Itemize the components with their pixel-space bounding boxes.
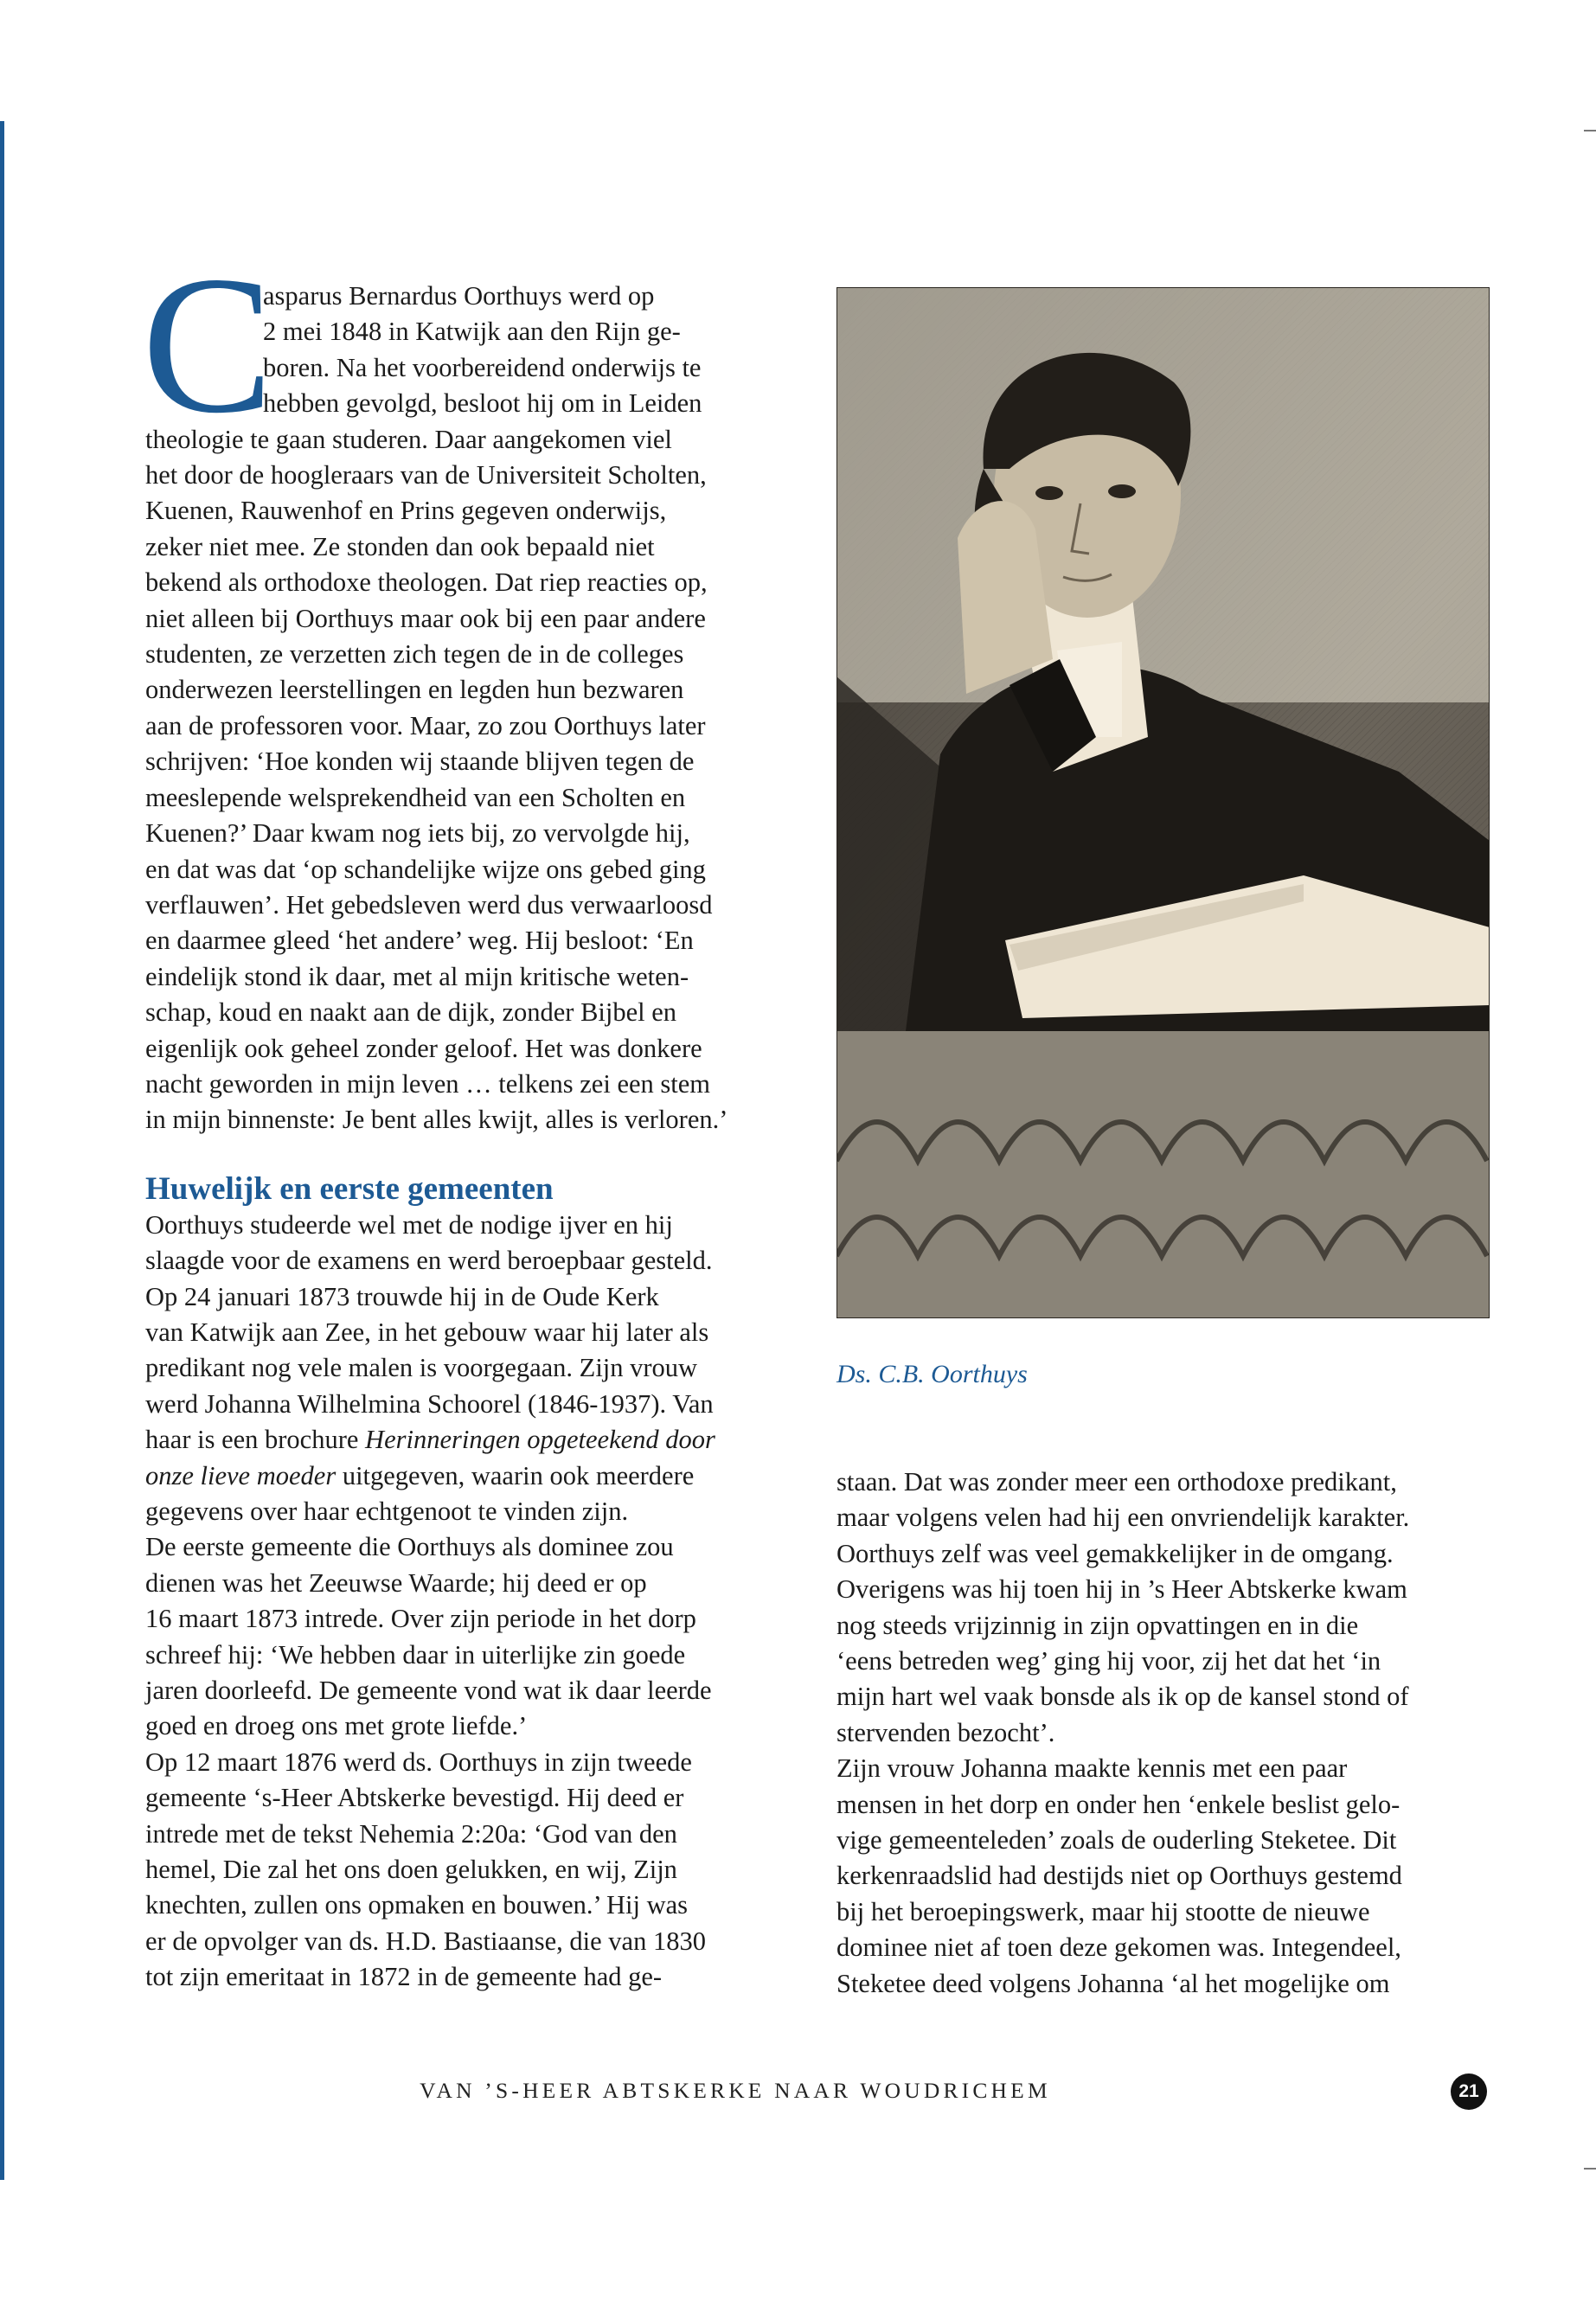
intro-paragraph bbox=[142, 236, 794, 1138]
running-footer: VAN ’S-HEER ABTSKERKE NAAR WOUDRICHEM bbox=[420, 2078, 1051, 2103]
text-line: Op 24 januari 1873 trouwde hij in de Oude Kerk bbox=[145, 1281, 659, 1311]
text-line: Oorthuys zelf was veel gemakkelijker in de omgang. bbox=[836, 1538, 1394, 1568]
text-line: bij het beroepingswerk, maar hij stootte de nieuwe bbox=[836, 1896, 1370, 1926]
text-line: intrede met de tekst Nehemia 2:20a: ‘God van den bbox=[145, 1818, 677, 1849]
text-line: schrijven: ‘Hoe konden wij staande blijven tegen de bbox=[145, 747, 695, 777]
text-line: 2 mei 1848 in Katwijk aan den Rijn ge- bbox=[263, 317, 681, 347]
text-line: maar volgens velen had hij een onvriendelijk karakter. bbox=[836, 1503, 1410, 1533]
crop-mark-top bbox=[1584, 130, 1596, 131]
text-line: Steketee deed volgens Johanna ‘al het mogelijke om bbox=[836, 1968, 1390, 1998]
photo-caption: Ds. C.B. Oorthuys bbox=[836, 1360, 1028, 1388]
text-line: zeker niet mee. Ze stonden dan ook bepaald niet bbox=[145, 531, 655, 561]
text-line: schreef hij: ‘We hebben daar in uiterlijke zin goede bbox=[145, 1639, 686, 1670]
left-edge-bar bbox=[0, 121, 4, 2180]
text-line: gemeente ‘s-Heer Abtskerke bevestigd. Hij deed er bbox=[145, 1783, 684, 1813]
crop-mark-bottom bbox=[1584, 2168, 1596, 2170]
brochure-title-cont: onze lieve moeder bbox=[145, 1460, 337, 1490]
section-heading: Huwelijk en eerste gemeenten bbox=[145, 1170, 554, 1207]
text-line: Op 12 maart 1876 werd ds. Oorthuys in zijn tweede bbox=[145, 1747, 692, 1777]
text-line: en daarmee gleed ‘het andere’ weg. Hij besloot: ‘En bbox=[145, 926, 694, 956]
text-line: bekend als orthodoxe theologen. Dat riep reacties op, bbox=[145, 567, 708, 598]
text-line: gegevens over haar echtgenoot te vinden zijn. bbox=[145, 1497, 629, 1526]
text-line: en dat was dat ‘op schandelijke wijze ons gebed ging bbox=[145, 854, 706, 884]
text-line: hemel, Die zal het ons doen gelukken, en wij, Zijn bbox=[145, 1855, 677, 1885]
text-line: slaagde voor de examens en werd beroepbaar gesteld. bbox=[145, 1246, 713, 1276]
text-line: mijn hart wel vaak bonsde als ik op de kansel stond of bbox=[836, 1682, 1409, 1712]
text-line: goed en droeg ons met grote liefde.’ bbox=[145, 1711, 528, 1741]
text-line: van Katwijk aan Zee, in het gebouw waar hij later als bbox=[145, 1317, 709, 1347]
text-line: werd Johanna Wilhelmina Schoorel (1846-1937). Van bbox=[145, 1388, 714, 1419]
portrait-illustration bbox=[836, 287, 1490, 1318]
text-line: nog steeds vrijzinnig in zijn opvattingen en in die bbox=[836, 1610, 1359, 1640]
text-line: kerkenraadslid had destijds niet op Oorthuys gestemd bbox=[836, 1861, 1402, 1891]
text-line: hebben gevolgd, besloot hij om in Leiden bbox=[263, 388, 702, 419]
brochure-title: Herinneringen opgeteekend door bbox=[365, 1425, 715, 1455]
text-line: in mijn binnenste: Je bent alles kwijt, alles is verloren.’ bbox=[145, 1105, 728, 1135]
text-line: boren. Na het voorbereidend onderwijs te bbox=[263, 352, 702, 382]
page-number-badge: 21 bbox=[1451, 2073, 1487, 2110]
text-line: asparus Bernardus Oorthuys werd op bbox=[263, 281, 655, 311]
text-line: Kuenen?’ Daar kwam nog iets bij, zo vervolgde hij, bbox=[145, 818, 690, 849]
text-line: theologie te gaan studeren. Daar aangekomen viel bbox=[145, 424, 672, 454]
drop-cap: C bbox=[142, 236, 274, 454]
text-line: Oorthuys studeerde wel met de nodige ijver en hij bbox=[145, 1209, 673, 1240]
article-right-column bbox=[836, 1465, 1490, 2002]
text-line: niet alleen bij Oorthuys maar ook bij een paar andere bbox=[145, 603, 706, 633]
text-line: Zijn vrouw Johanna maakte kennis met een paar bbox=[836, 1753, 1348, 1784]
text-line: ‘eens betreden weg’ ging hij voor, zij het dat het ‘in bbox=[836, 1646, 1381, 1676]
text-line: Overigens was hij toen hij in ’s Heer Abtskerke kwam bbox=[836, 1574, 1407, 1605]
text-line: verflauwen’. Het gebedsleven werd dus verwaarloosd bbox=[145, 889, 713, 920]
text-line: jaren doorleefd. De gemeente vond wat ik daar leerde bbox=[145, 1676, 712, 1706]
text-line: aan de professoren voor. Maar, zo zou Oorthuys later bbox=[145, 710, 706, 740]
section-paragraph-b bbox=[145, 1494, 794, 1996]
text-line: er de opvolger van ds. H.D. Bastiaanse, die van 1830 bbox=[145, 1926, 706, 1956]
text-line: stervenden bezocht’. bbox=[836, 1717, 1055, 1747]
text-line: predikant nog vele malen is voorgegaan. Zijn vrouw bbox=[145, 1353, 698, 1383]
text-line: Kuenen, Rauwenhof en Prins gegeven onderwijs, bbox=[145, 496, 667, 526]
text-line: onderwezen leerstellingen en legden hun bezwaren bbox=[145, 675, 684, 705]
text-line: meeslepende welsprekendheid van een Scholten en bbox=[145, 782, 686, 812]
article-left-column bbox=[142, 236, 794, 1996]
portrait-photo bbox=[836, 287, 1490, 1318]
text-line: vige gemeenteleden’ zoals de ouderling Steketee. Dit bbox=[836, 1825, 1397, 1856]
text-line: dienen was het Zeeuwse Waarde; hij deed er op bbox=[145, 1567, 647, 1598]
text-line: eindelijk stond ik daar, met al mijn kritische weten- bbox=[145, 961, 689, 991]
text-line: het door de hoogleraars van de Universiteit Scholten, bbox=[145, 460, 707, 490]
text-line: eigenlijk ook geheel zonder geloof. Het was donkere bbox=[145, 1033, 702, 1063]
text-line: dominee niet af toen deze gekomen was. Integendeel, bbox=[836, 1932, 1401, 1963]
text-line: schap, koud en naakt aan de dijk, zonder Bijbel en bbox=[145, 997, 677, 1028]
section-paragraph-a bbox=[145, 1208, 794, 1422]
text-line: nacht geworden in mijn leven … telkens zei een stem bbox=[145, 1068, 710, 1099]
text-line: 16 maart 1873 intrede. Over zijn periode in het dorp bbox=[145, 1604, 696, 1634]
text-line: De eerste gemeente die Oorthuys als dominee zou bbox=[145, 1532, 674, 1562]
text-line: knechten, zullen ons opmaken en bouwen.’ Hij was bbox=[145, 1890, 689, 1920]
brochure-line: haar is een brochure Herinneringen opgeteekend door onze lieve moeder uitgegeven, waarin ook meerdere bbox=[145, 1425, 715, 1490]
text-line: staan. Dat was zonder meer een orthodoxe predikant, bbox=[836, 1467, 1397, 1497]
text-line: mensen in het dorp en onder hen ‘enkele beslist gelo- bbox=[836, 1789, 1401, 1819]
text-line: tot zijn emeritaat in 1872 in de gemeente had ge- bbox=[145, 1962, 663, 1992]
text-line: studenten, ze verzetten zich tegen de in de colleges bbox=[145, 639, 684, 670]
